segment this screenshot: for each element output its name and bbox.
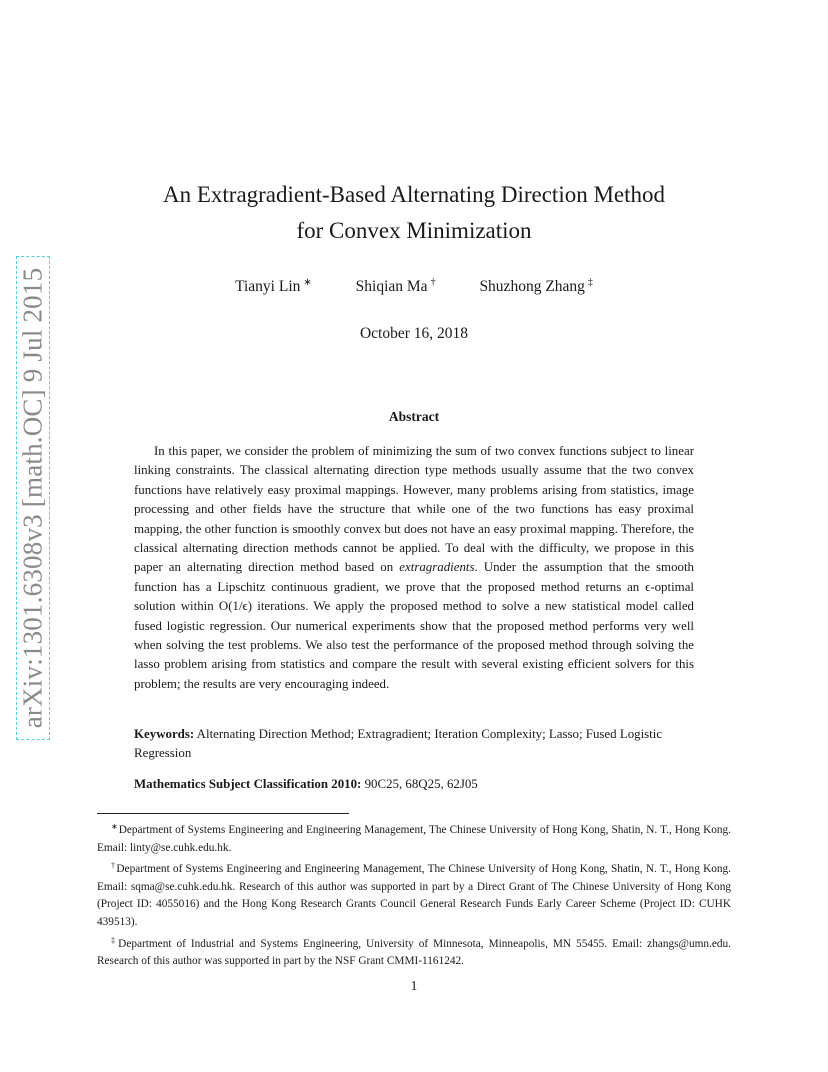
author-footnote-mark: ‡ — [587, 277, 593, 288]
footnote-ma — [97, 857, 731, 931]
footnotes — [97, 818, 731, 971]
footnote-text: Department of Industrial and Systems Engineering, University of Minnesota, Minneapolis, MN 55455. Email: zhangs@umn.edu. Research of this author was supported in part by the NSF Grant CMMI-1161242. — [97, 937, 731, 968]
footnote-divider — [97, 813, 349, 814]
author-zhang — [479, 277, 592, 296]
msc-codes: 90C25, 68Q25, 62J05 — [364, 777, 478, 791]
msc-classification — [134, 775, 694, 794]
title-line-2: for Convex Minimization — [296, 218, 532, 243]
footnote-text: Department of Systems Engineering and Engineering Management, The Chinese University of Hong Kong, Shatin, N. T., Hong Kong. Email: linty@se.cuhk.edu.hk. — [97, 824, 731, 854]
footnote-mark: ∗ — [111, 822, 118, 831]
author-footnote-mark: † — [430, 277, 436, 288]
title-line-1: An Extragradient-Based Alternating Direction Method — [162, 182, 666, 207]
footnote-zhang — [97, 932, 731, 971]
keywords-label: Keywords: — [134, 727, 195, 741]
paper-title — [0, 177, 828, 249]
abstract-emphasis: extragradients — [399, 560, 475, 575]
footnote-lin — [97, 818, 731, 857]
page-number: 1 — [410, 978, 418, 993]
footnote-mark: ‡ — [111, 935, 118, 945]
author-list — [0, 277, 828, 296]
author-name: Shiqian Ma — [355, 278, 428, 295]
abstract-body — [134, 442, 694, 694]
footnote-text: Department of Systems Engineering and Engineering Management, The Chinese University of Hong Kong, Shatin, N. T., Hong Kong. Email: sqma@se.cuhk.edu.hk. Research of this author was supported in part by a Direct Grant of The Chinese University of Hong Kong (Project ID: 4055016) and the Hong Kong Research Grants Council General Research Funds Early Career Scheme (Project ID: CUHK 439513). — [97, 863, 731, 928]
paper-date: October 16, 2018 — [359, 325, 469, 342]
footnote-mark: † — [111, 861, 116, 871]
author-lin — [235, 277, 312, 296]
author-name: Tianyi Lin — [235, 278, 301, 295]
author-ma — [356, 277, 436, 296]
keywords — [134, 725, 694, 764]
abstract-heading: Abstract — [388, 409, 440, 424]
abstract-text-1: In this paper, we consider the problem of minimizing the sum of two convex functions subject to linear linking constraints. The classical alternating direction type methods usually assume that the two convex functions have relatively easy proximal mappings. However, many problems arising from statistics, image processing and other fields have the structure that while one of the two functions has easy proximal mapping, the other function is smoothly convex but does not have an easy proximal mapping. Therefore, the classical alternating direction methods cannot be applied. To deal with the difficulty, we propose in this paper an alternating direction method based on — [134, 444, 694, 575]
keywords-text: Alternating Direction Method; Extragradient; Iteration Complexity; Lasso; Fused Logistic Regression — [134, 727, 663, 761]
msc-label: Mathematics Subject Classification 2010: — [134, 777, 362, 791]
author-footnote-mark: ∗ — [303, 277, 312, 288]
abstract-text-2: . Under the assumption that the smooth function has a Lipschitz continuous gradient, we prove that the proposed method returns an ϵ-optimal solution within O(1/ϵ) iterations. We apply the proposed method to solve a new statistical model called fused logistic regression. Our numerical experiments show that the proposed method performs very well when solving the test problems. We also test the performance of the proposed method through solving the lasso problem arising from statistics and compare the result with several existing efficient solvers for this problem; the results are very encouraging indeed. — [134, 560, 694, 691]
arxiv-identifier: arXiv:1301.6308v3 [math.OC] 9 Jul 2015 — [17, 267, 48, 729]
author-name: Shuzhong Zhang — [479, 278, 585, 295]
